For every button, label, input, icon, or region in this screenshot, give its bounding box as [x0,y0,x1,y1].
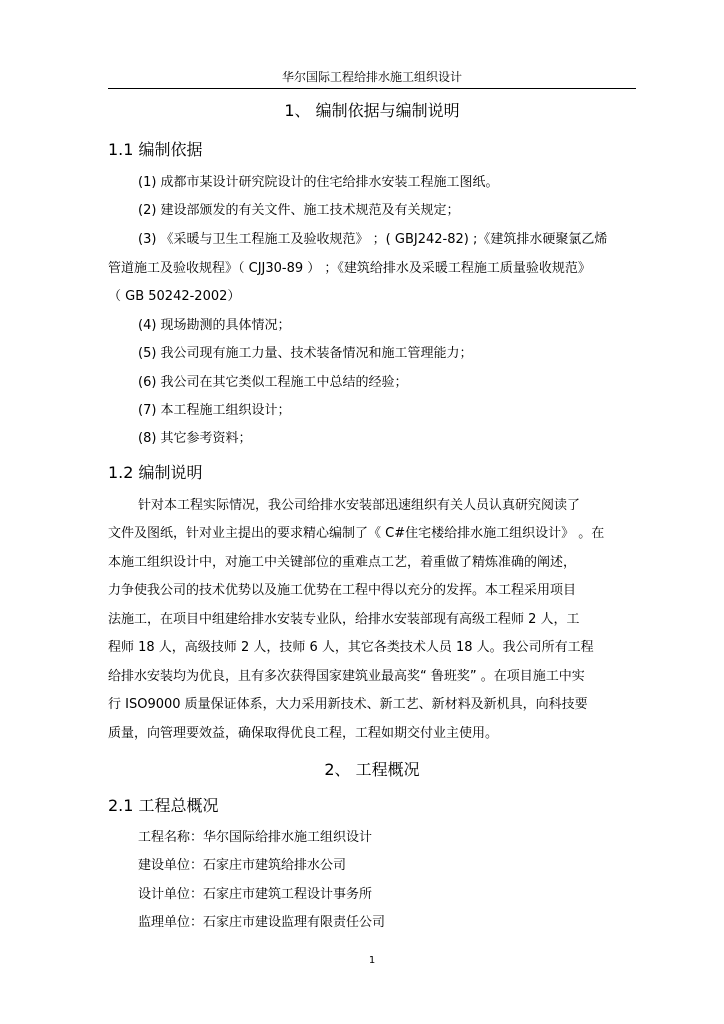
basis-item-7: (7) 本工程施工组织设计； [138,403,291,418]
notes-line-8: 行 ISO9000 质量保证体系，大力采用新技术、新工艺、新材料及新机具，向科技要 [108,697,588,712]
notes-line-3: 本施工组织设计中，对施工中关键部位的重难点工艺，着重做了精炼准确的阐述， [108,555,577,570]
basis-item-2: (2) 建设部颁发的有关文件、施工技术规范及有关规定； [138,203,460,218]
basis-item-3-cont-2: （ GB 50242-2002） [108,289,241,304]
notes-line-9: 质量，向管理要效益，确保取得优良工程，工程如期交付业主使用。 [108,726,499,741]
basis-item-3-cont: 管道施工及验收规程》（ CJJ30-89 ） ；《建筑给排水及采暖工程施工质量验收规范》 [108,261,591,276]
basis-item-8: (8) 其它参考资料； [138,431,252,446]
section-1-title: 1、 编制依据与编制说明 [284,101,460,120]
construction-unit: 建设单位：石家庄市建筑给排水公司 [138,858,347,873]
notes-line-4: 力争使我公司的技术优势以及施工优势在工程中得以充分的发挥。本工程采用项目 [108,583,577,598]
basis-item-3: (3) 《采暖与卫生工程施工及验收规范》 ；( GBJ242-82) ;《建筑排水硬聚氯乙烯 [138,232,608,247]
basis-item-1: (1) 成都市某设计研究院设计的住宅给排水安装工程施工图纸。 [138,175,499,190]
notes-line-5: 法施工，在项目中组建给排水安装专业队，给排水安装部现有高级工程师 2 人，工 [108,612,580,627]
project-name: 工程名称：华尔国际给排水施工组织设计 [138,830,373,845]
supervision-unit: 监理单位：石家庄市建设监理有限责任公司 [138,915,386,930]
notes-line-6: 程师 18 人，高级技师 2 人，技师 6 人，其它各类技术人员 18 人。我公司所有工程 [108,640,594,655]
notes-line-7: 给排水安装均为优良，且有多次获得国家建筑业最高奖“ 鲁班奖” 。在项目施工中实 [108,669,585,684]
notes-line-2: 文件及图纸，针对业主提出的要求精心编制了《 C#住宅楼给排水施工组织设计》 。在 [108,526,605,541]
header-rule [108,88,636,89]
subsection-1-2-title: 1.2 编制说明 [108,463,203,482]
design-unit: 设计单位：石家庄市建筑工程设计事务所 [138,887,373,902]
subsection-2-1-title: 2.1 工程总概况 [108,796,219,815]
basis-item-4: (4) 现场勘测的具体情况； [138,318,291,333]
basis-item-5: (5) 我公司现有施工力量、技术装备情况和施工管理能力； [138,346,473,361]
page-number: 1 [368,955,376,966]
page-header: 华尔国际工程给排水施工组织设计 [281,70,462,84]
section-2-title: 2、 工程概况 [324,760,420,779]
basis-item-6: (6) 我公司在其它类似工程施工中总结的经验； [138,375,408,390]
notes-line-1: 针对本工程实际情况，我公司给排水安装部迅速组织有关人员认真研究阅读了 [138,498,581,513]
subsection-1-1-title: 1.1 编制依据 [108,140,203,159]
